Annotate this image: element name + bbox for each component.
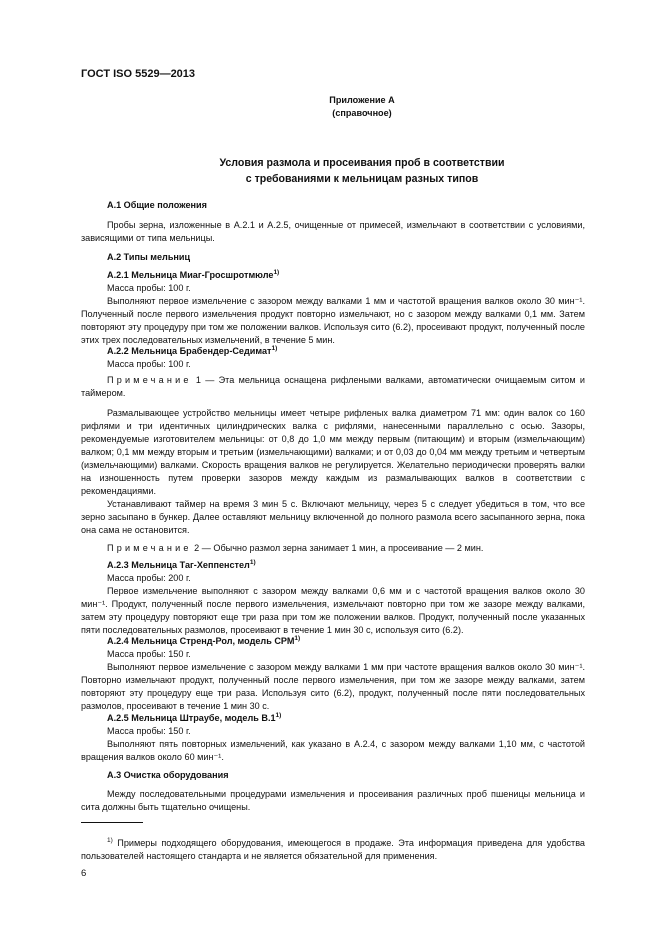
sample-mass: Масса пробы: 150 г. [107, 726, 191, 736]
section-heading-a24 [81, 635, 611, 648]
section-heading-a23 [81, 559, 611, 572]
section-heading-a21 [81, 269, 611, 282]
heading-text: А.2.3 Мельница Таг-Хеппенстел [107, 560, 250, 570]
document-header: ГОСТ ISO 5529—2013 [81, 68, 196, 80]
note-text: 1 — Эта мельница оснащена рифлеными валками, автоматически очищаемым ситом и таймером. [81, 375, 585, 398]
appendix-type: (справочное) [332, 108, 392, 118]
paragraph: Первое измельчение выполняют с зазором между валками 0,6 мм и с частотой вращения валков около 30 мин⁻¹. Продукт, полученный после первого измельчения, измельчают повторно при том же зазоре между валками, затем эту процедуру повторяют еще три раза при том же положении валков. Продукт, полученный после указанных пяти последовательных размолов, просеивают в течение 1 мин 30 с, используя сито (6.2). [81, 586, 585, 635]
footnote-text: Примеры подходящего оборудования, имеющегося в продаже. Эта информация приведена для удобства пользователей настоящего стандарта и не является обязательной для применения. [81, 838, 585, 861]
sample-mass: Масса пробы: 200 г. [107, 573, 191, 583]
title-line: Условия размола и просеивания проб в соответствии [219, 157, 505, 169]
note-text: 2 — Обычно размол зерна занимает 1 мин, а просеивание — 2 мин. [191, 543, 484, 553]
footnote-ref: 1) [249, 559, 256, 566]
sample-mass: Масса пробы: 150 г. [107, 649, 191, 659]
appendix-title [110, 155, 614, 187]
footnote-ref: 1) [275, 712, 282, 719]
footnote-ref: 1) [271, 345, 278, 352]
sample-mass: Масса пробы: 100 г. [107, 283, 191, 293]
note-label: Примечание [107, 543, 192, 553]
section-heading-a3: А.3 Очистка оборудования [107, 770, 229, 780]
note-2 [81, 542, 585, 555]
section-heading-a22 [81, 345, 611, 358]
paragraph: Между последовательными процедурами измельчения и просеивания различных проб пшеницы мельница и сита должны быть тщательно очищены. [81, 789, 585, 812]
footnote-ref: 1) [273, 269, 280, 276]
footnote-divider [81, 822, 143, 823]
section-heading-a1: А.1 Общие положения [107, 200, 207, 210]
section-heading-a25 [81, 712, 611, 725]
page-number: 6 [81, 868, 87, 879]
footnote-ref: 1) [294, 635, 301, 642]
paragraph: Устанавливают таймер на время 3 мин 5 с. Включают мельницу, через 5 с следует убедиться в том, что все зерно засыпано в бункер. Далее оставляют мельницу включенной до полного размола всего засыпанного зерна, пока она сама не остановится. [81, 499, 585, 535]
paragraph: Выполняют первое измельчение с зазором между валками 1 мм и частотой вращения валков около 30 мин⁻¹. Полученный после первого измельчения продукт повторно измельчают, но с зазором между валками 0,1 мм. Затем повторяют эту процедуру при том же положении валков. Используя сито (6.2), просеивают продукт, полученный после этих трех последовательных измельчений, в течение 5 мин. [81, 296, 585, 345]
paragraph: Выполняют первое измельчение с зазором между валками 1 мм при частоте вращения валков около 30 мин⁻¹. Повторно измельчают продукт, полученный после первого измельчения, при том же зазоре между валками, затем повторяют эту процедуру еще три раза. Используя сито (6.2), продукт, полученный после пяти последовательных размолов, просеивают в течение 1 мин 30 с. [81, 662, 585, 711]
sample-mass: Масса пробы: 100 г. [107, 359, 191, 369]
appendix-label: Приложение А [329, 95, 395, 105]
title-line: с требованиями к мельницам разных типов [245, 173, 479, 185]
footnote [81, 837, 585, 863]
footnote-mark: 1) [107, 837, 113, 844]
note-label: Примечание [107, 375, 192, 385]
section-heading-a2: А.2 Типы мельниц [107, 252, 191, 262]
heading-text: А.2.5 Мельница Штраубе, модель В.1 [107, 713, 276, 723]
heading-text: А.2.2 Мельница Брабендер-Седимат [107, 346, 272, 356]
paragraph: Выполняют пять повторных измельчений, как указано в А.2.4, с зазором между валками 1,10 мм, с частотой вращения валков около 60 мин⁻¹. [81, 739, 585, 762]
heading-text: А.2.1 Мельница Миаг-Гросшротмюле [107, 270, 274, 280]
note-1 [81, 374, 585, 400]
paragraph: Пробы зерна, изложенные в А.2.1 и А.2.5, очищенные от примесей, измельчают в соответствии с условиями, зависящими от типа мельницы. [81, 220, 585, 243]
heading-text: А.2.4 Мельница Стренд-Рол, модель СРМ [107, 636, 295, 646]
paragraph: Размалывающее устройство мельницы имеет четыре рифленых валка диаметром 71 мм: один валок со 160 рифлями и три идентичных цилиндрических валка с рифлями, нанесенными параллельно с осью. Зазоры, рекомендуемые изготовителем мельницы: от 0,8 до 1,0 мм между первым (питающим) и вторым (измельчающим) валком; 0,1 мм между вторым и третьим (измельчающими) валками; и от 0,03 до 0,04 мм между третьим и четвертым (измельчающими) валками. Скорость вращения валков не регулируется. Желательно периодически проверять валки на изношенность путем проверки зазоров между каждым из размалывающих валков в соответствии с рекомендациями. [81, 408, 585, 496]
